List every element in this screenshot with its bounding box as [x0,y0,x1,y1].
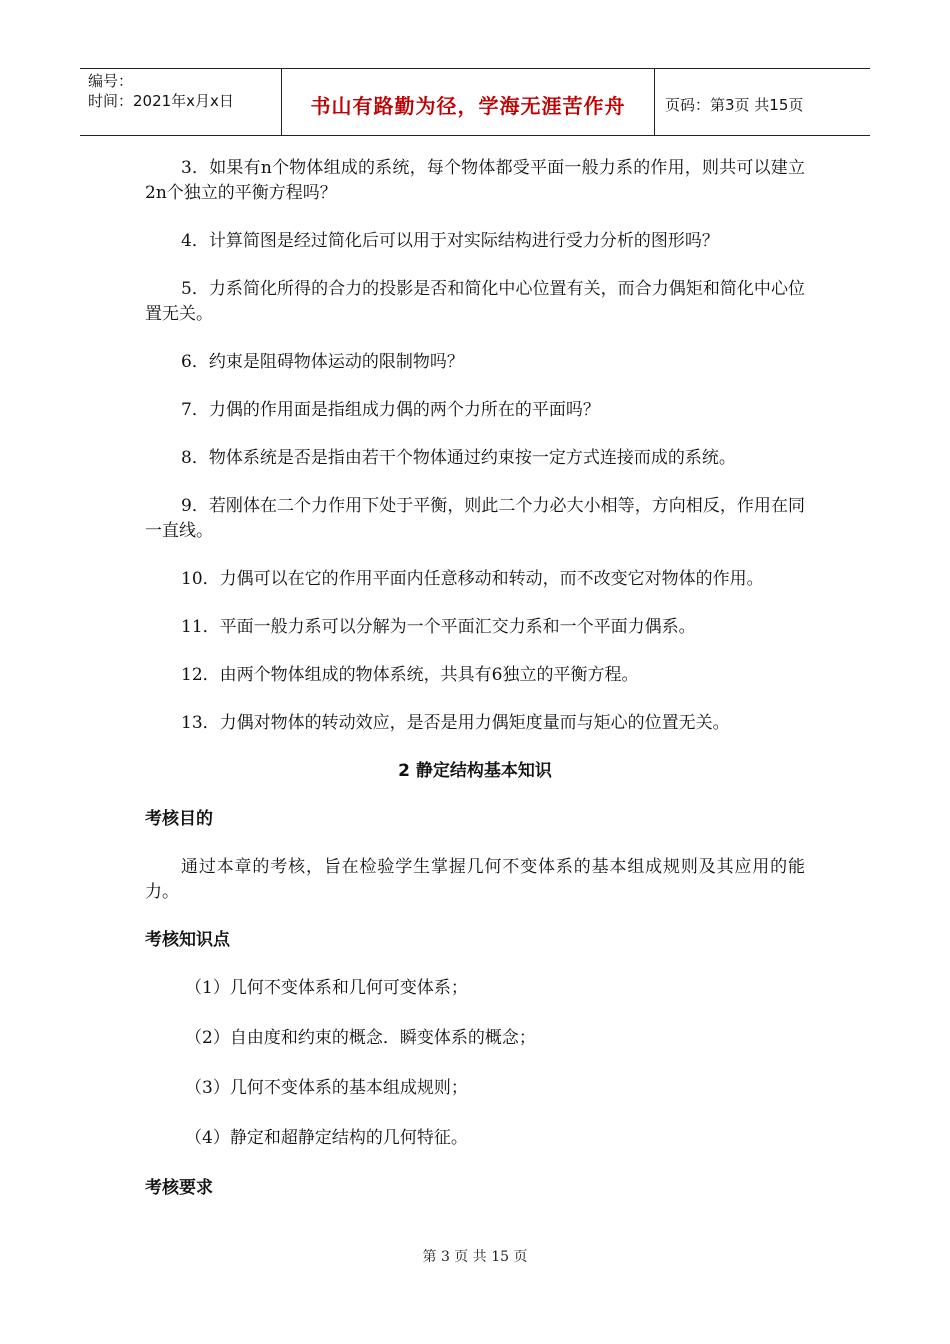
knowledge-point-3: （3）几何不变体系的基本组成规则； [185,1078,468,1098]
question-8: 8．物体系统是否是指由若干个物体通过约束按一定方式连接而成的系统。 [181,448,736,468]
header-motto: 书山有路勤为径，学海无涯苦作舟 [282,69,655,135]
knowledge-point-4: （4）静定和超静定结构的几何特征。 [185,1128,468,1148]
header-meta [80,69,282,135]
document-body [145,156,805,1224]
date-label: 时间：2021年x月x日 [88,92,234,110]
question-9: 9．若刚体在二个力作用下处于平衡，则此二个力必大小相等，方向相反，作用在同一直线。 [145,496,805,541]
page-footer: 第 3 页 共 15 页 [422,1249,528,1265]
question-6: 6．约束是阻碍物体运动的限制物吗？ [181,352,464,372]
header-page-info: 页码：第3页 共15页 [665,95,804,114]
knowledge-point-1: （1）几何不变体系和几何可变体系； [185,978,468,998]
question-4: 4．计算简图是经过简化后可以用于对实际结构进行受力分析的图形吗？ [181,231,719,251]
section-title: 2 静定结构基本知识 [398,761,552,781]
question-13: 13．力偶对物体的转动效应，是否是用力偶矩度量而与矩心的位置无关。 [181,713,730,733]
purpose-heading: 考核目的 [145,809,213,829]
question-11: 11．平面一般力系可以分解为一个平面汇交力系和一个平面力偶系。 [181,617,696,637]
question-5: 5．力系简化所得的合力的投影是否和简化中心位置有关，而合力偶矩和简化中心位置无关。 [145,279,805,324]
number-label: 编号： [88,72,134,90]
page-header [80,68,870,136]
question-3: 3．如果有n个物体组成的系统，每个物体都受平面一般力系的作用，则共可以建立2n个独立的平衡方程吗？ [145,158,805,203]
question-10: 10．力偶可以在它的作用平面内任意移动和转动，而不改变它对物体的作用。 [181,569,764,589]
question-7: 7．力偶的作用面是指组成力偶的两个力所在的平面吗？ [181,400,600,420]
requirements-heading: 考核要求 [145,1178,213,1198]
knowledge-heading: 考核知识点 [145,930,230,950]
question-12: 12．由两个物体组成的物体系统，共具有6独立的平衡方程。 [181,665,639,685]
knowledge-point-2: （2）自由度和约束的概念．瞬变体系的概念； [185,1028,536,1048]
purpose-text: 通过本章的考核，旨在检验学生掌握几何不变体系的基本组成规则及其应用的能力。 [145,857,805,902]
